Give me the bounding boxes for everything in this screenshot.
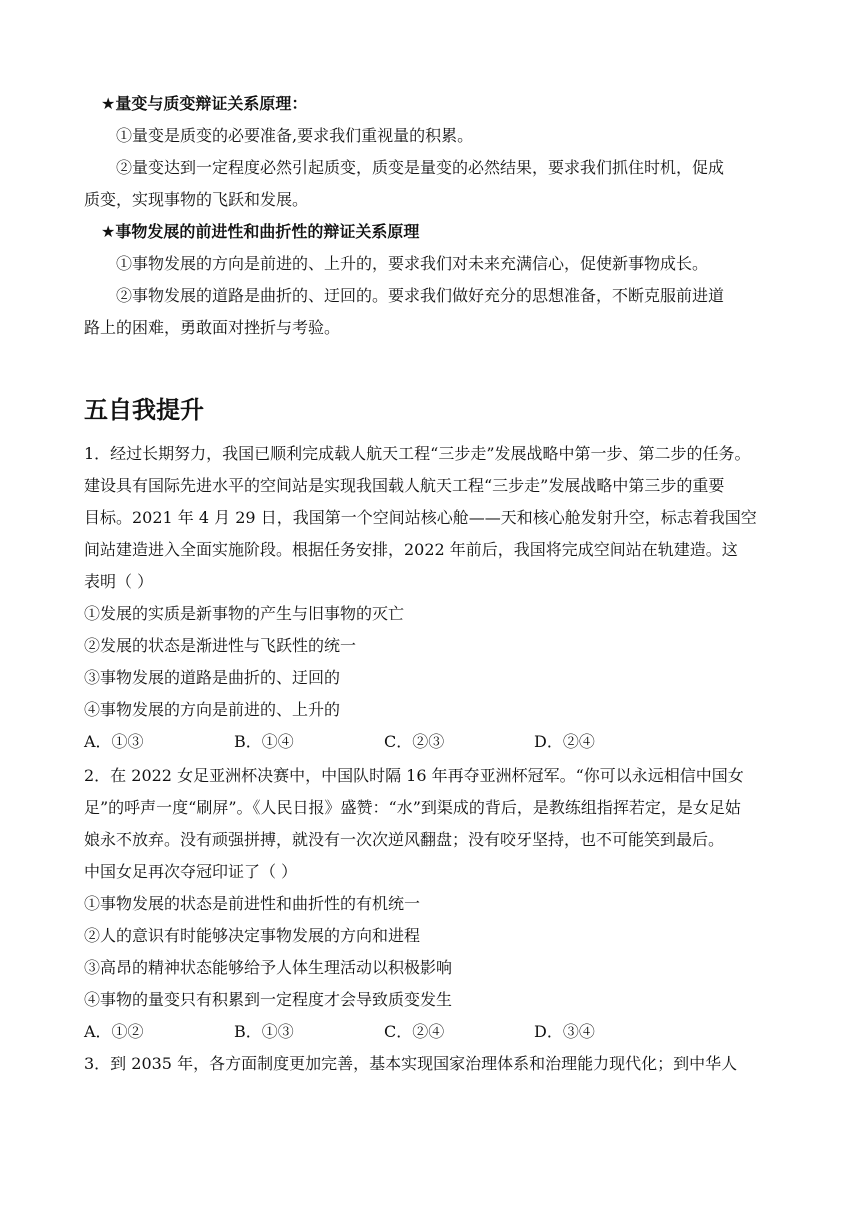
choice-d[interactable]: D．②④ <box>534 732 595 751</box>
choice-c[interactable]: C．②④ <box>384 1022 445 1041</box>
question-text: 足”的呼声一度“刷屏”。《人民日报》盛赞：“水”到渠成的背后，是教练组指挥若定，是女足姑 <box>84 798 741 817</box>
answer-choices <box>84 1016 784 1048</box>
question-text: 中国女足再次夺冠印证了（ ） <box>84 862 298 881</box>
statement-option: ④事物的量变只有积累到一定程度才会导致质变发生 <box>84 990 453 1009</box>
choice-b[interactable]: B．①④ <box>234 732 294 751</box>
choice-a[interactable]: A．①② <box>84 1022 144 1041</box>
question-1 <box>84 438 784 758</box>
question-text: 1．经过长期努力，我国已顺利完成载人航天工程“三步走”发展战略中第一步、第二步的任务。 <box>84 444 751 463</box>
choice-d[interactable]: D．③④ <box>534 1022 595 1041</box>
principles-block <box>84 88 724 344</box>
question-text: 目标。2021 年 4 月 29 日，我国第一个空间站核心舱——天和核心舱发射升空，标志着我国空 <box>84 508 757 527</box>
principle-title-1: ★量变与质变辩证关系原理： <box>101 94 308 113</box>
question-text: 间站建造进入全面实施阶段。根据任务安排，2022 年前后，我国将完成空间站在轨建造。这 <box>84 540 738 559</box>
answer-choices <box>84 726 784 758</box>
question-text: 建设具有国际先进水平的空间站是实现我国载人航天工程“三步走”发展战略中第三步的重要 <box>84 476 725 495</box>
statement-option: ②人的意识有时能够决定事物发展的方向和进程 <box>84 926 421 945</box>
statement-option: ②发展的状态是渐进性与飞跃性的统一 <box>84 636 357 655</box>
choice-c[interactable]: C．②③ <box>384 732 445 751</box>
statement-option: ①事物发展的状态是前进性和曲折性的有机统一 <box>84 894 421 913</box>
question-text: 表明（ ） <box>84 572 154 591</box>
principle-text: 质变，实现事物的飞跃和发展。 <box>84 190 309 209</box>
question-text: 娘永不放弃。没有顽强拼搏，就没有一次次逆风翻盘；没有咬牙坚持，也不可能笑到最后。 <box>84 830 725 849</box>
question-text: 3．到 2035 年，各方面制度更加完善，基本实现国家治理体系和治理能力现代化；到中华人 <box>84 1054 738 1073</box>
statement-option: ③事物发展的道路是曲折的、迂回的 <box>84 668 341 687</box>
principle-text: ②量变达到一定程度必然引起质变，质变是量变的必然结果，要求我们抓住时机，促成 <box>116 158 725 177</box>
principle-text: ①事物发展的方向是前进的、上升的，要求我们对未来充满信心，促使新事物成长。 <box>116 254 709 273</box>
question-2 <box>84 760 784 1048</box>
principle-text: 路上的困难，勇敢面对挫折与考验。 <box>84 318 341 337</box>
statement-option: ③高昂的精神状态能够给予人体生理活动以积极影响 <box>84 958 453 977</box>
question-text: 2．在 2022 女足亚洲杯决赛中，中国队时隔 16 年再夺亚洲杯冠军。“你可以永远相信中国女 <box>84 766 744 785</box>
statement-option: ①发展的实质是新事物的产生与旧事物的灭亡 <box>84 604 405 623</box>
statement-option: ④事物发展的方向是前进的、上升的 <box>84 700 341 719</box>
choice-b[interactable]: B．①③ <box>234 1022 294 1041</box>
choice-a[interactable]: A．①③ <box>84 732 144 751</box>
principle-text: ②事物发展的道路是曲折的、迂回的。要求我们做好充分的思想准备，不断克服前进道 <box>116 286 725 305</box>
question-3 <box>84 1048 784 1080</box>
principle-title-2: ★事物发展的前进性和曲折性的辩证关系原理 <box>101 222 420 241</box>
section-title: 五自我提升 <box>84 396 204 424</box>
principle-text: ①量变是质变的必要准备,要求我们重视量的积累。 <box>116 126 474 145</box>
